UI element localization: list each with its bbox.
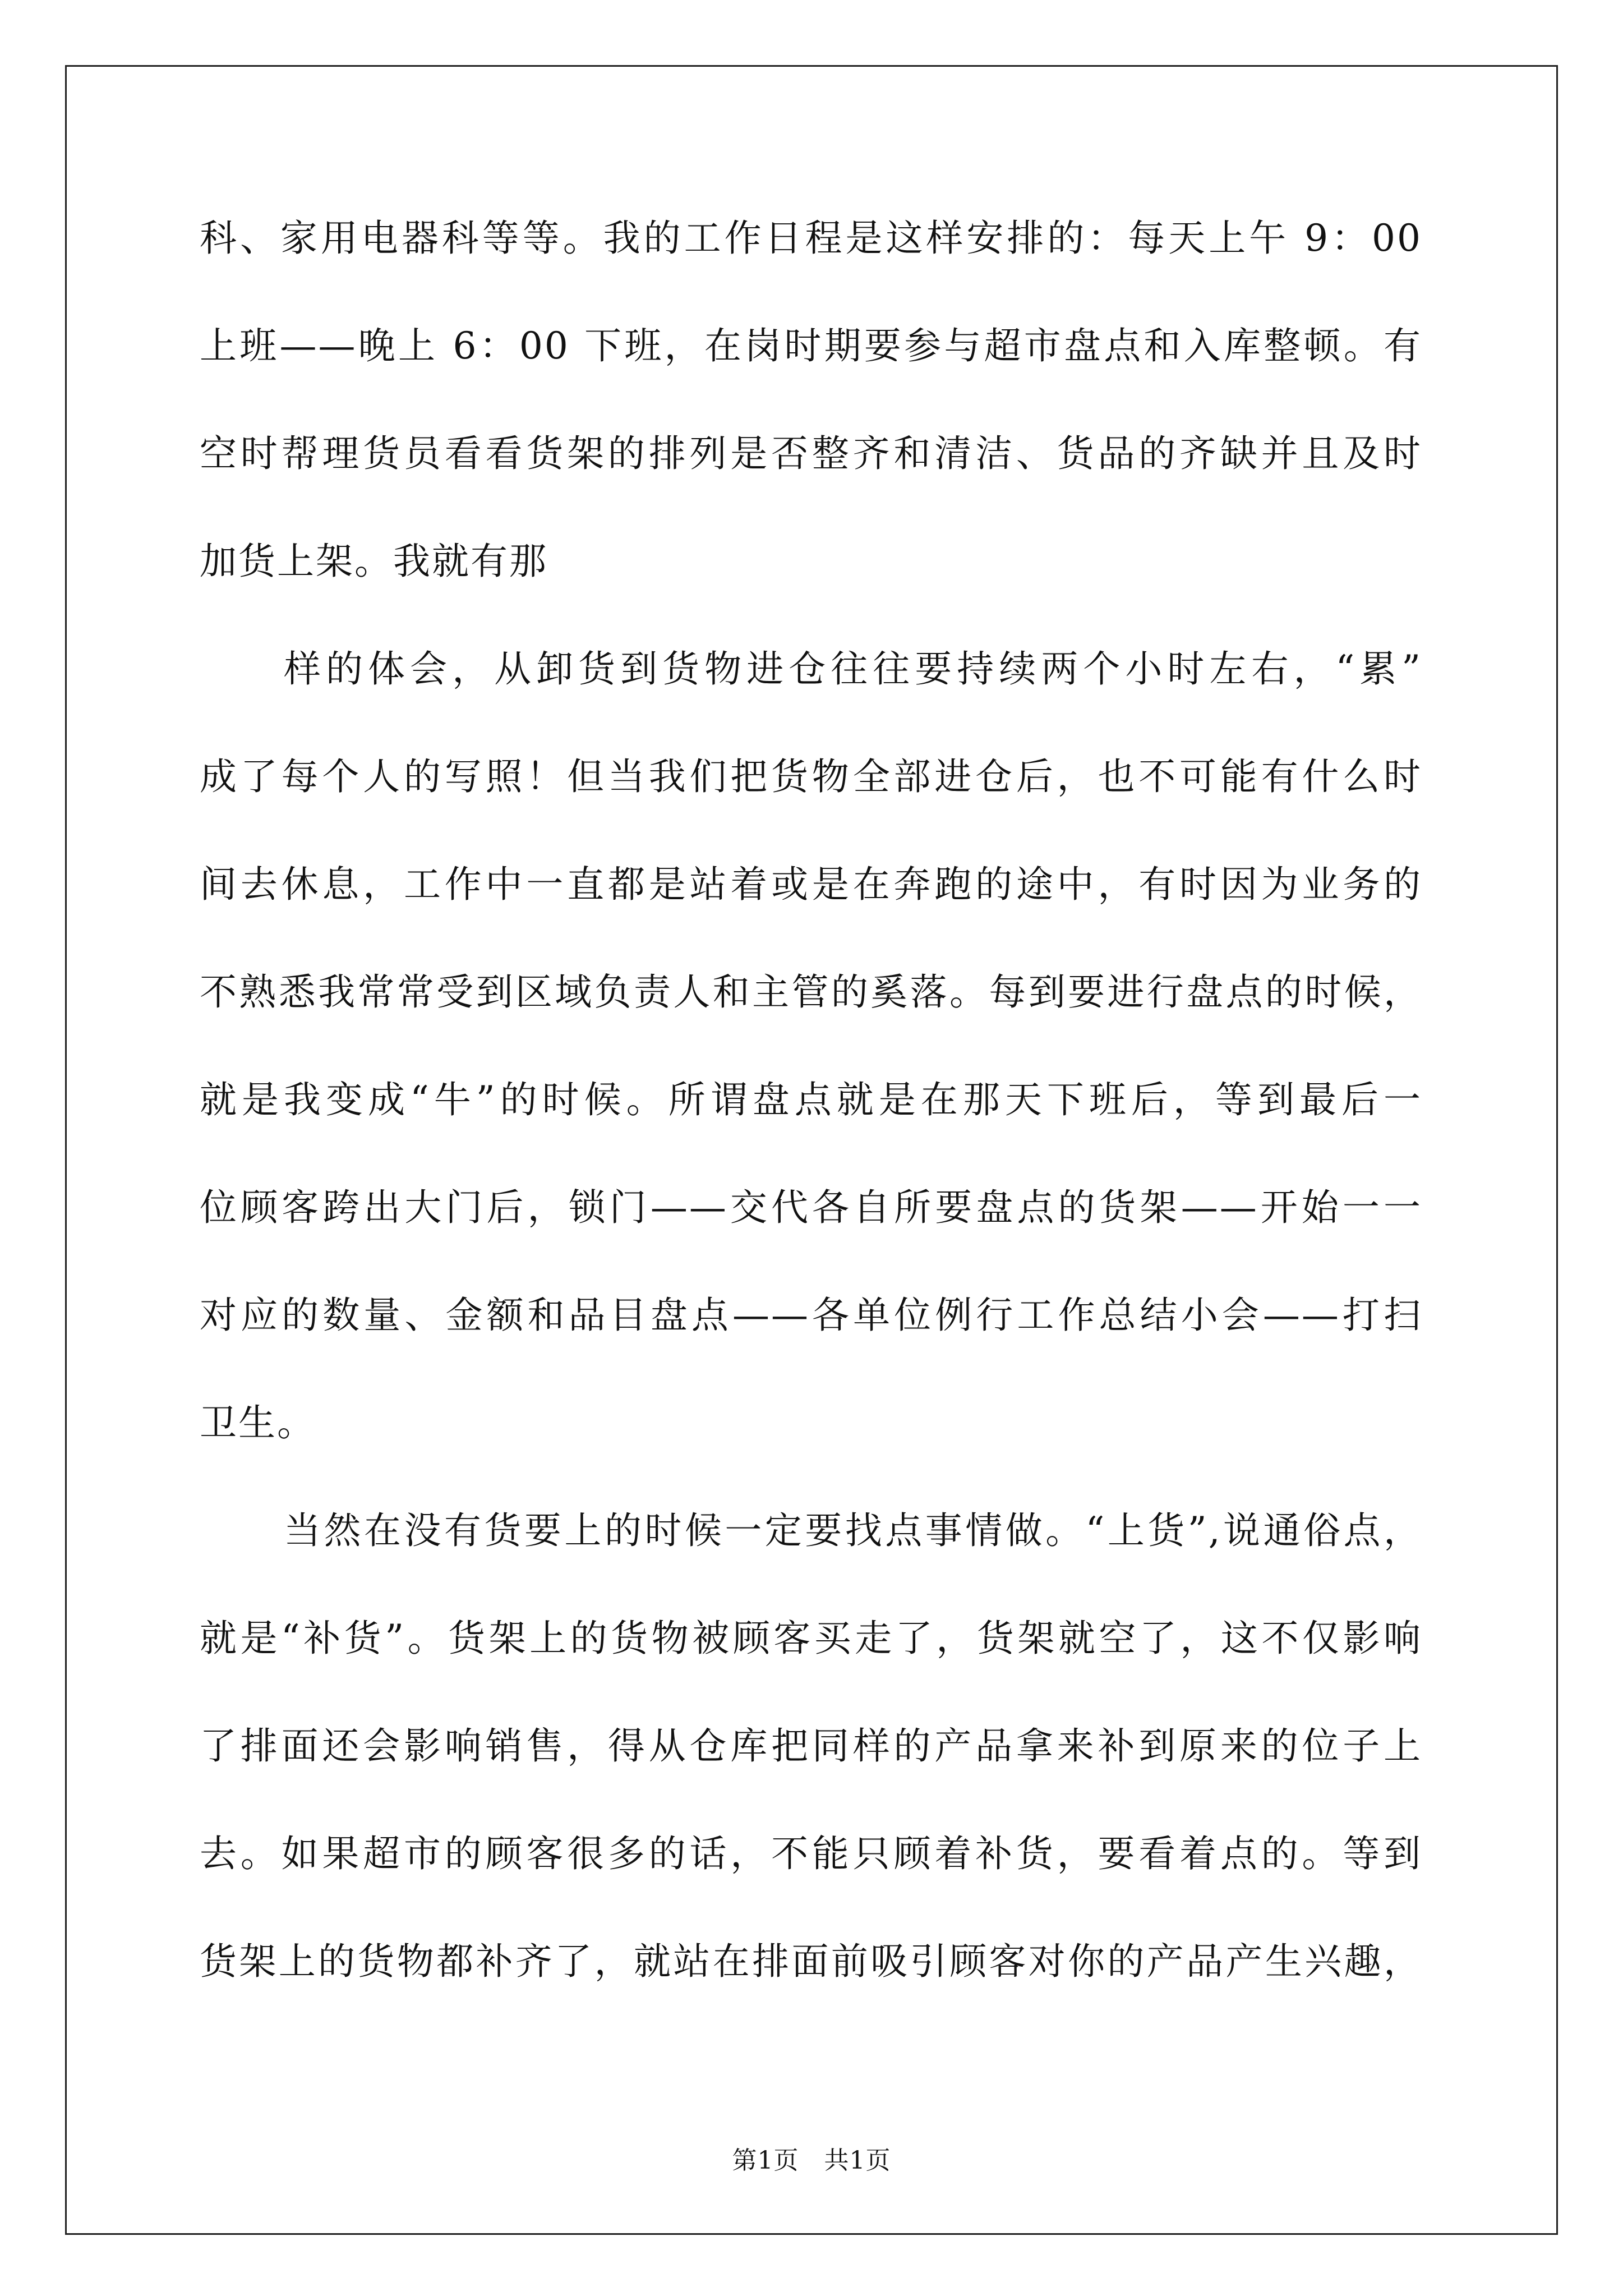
page-number-total: 共1页 — [824, 2146, 891, 2175]
text-line: 上班——晚上 6：00 下班，在岗时期要参与超市盘点和入库整顿。有 — [200, 324, 1422, 367]
footer-separator — [799, 2146, 824, 2175]
text-line: 货架上的货物都补齐了，就站在排面前吸引顾客对你的产品产生兴趣， — [200, 1940, 1422, 1983]
page-number-current: 第1页 — [732, 2146, 799, 2175]
text-line: 空时帮理货员看看货架的排列是否整齐和清洁、货品的齐缺并且及时 — [200, 432, 1422, 475]
text-line: 当然在没有货要上的时候一定要找点事情做。“上货”,说通俗点， — [284, 1509, 1422, 1552]
text-line: 对应的数量、金额和品目盘点——各单位例行工作总结小会——打扫 — [200, 1294, 1422, 1337]
document-body — [200, 213, 1422, 2044]
text-line: 位顾客跨出大门后，锁门——交代各自所要盘点的货架——开始一一 — [200, 1186, 1422, 1229]
text-line: 成了每个人的写照！但当我们把货物全部进仓后，也不可能有什么时 — [200, 755, 1422, 798]
text-line: 加货上架。我就有那 — [200, 540, 548, 583]
text-line: 样的体会，从卸货到货物进仓往往要持续两个小时左右，“累” — [284, 647, 1422, 691]
text-line: 不熟悉我常常受到区域负责人和主管的奚落。每到要进行盘点的时候， — [200, 970, 1422, 1014]
text-line: 间去休息，工作中一直都是站着或是在奔跑的途中，有时因为业务的 — [200, 863, 1422, 906]
text-line: 科、家用电器科等等。我的工作日程是这样安排的：每天上午 9：00 — [200, 217, 1422, 260]
text-line: 卫生。 — [200, 1401, 316, 1444]
text-line: 就是“补货”。货架上的货物被顾客买走了，货架就空了，这不仅影响 — [200, 1617, 1422, 1660]
text-line: 去。如果超市的顾客很多的话，不能只顾着补货，要看着点的。等到 — [200, 1832, 1422, 1875]
text-line: 了排面还会影响销售，得从仓库把同样的产品拿来补到原来的位子上 — [200, 1724, 1422, 1768]
text-line: 就是我变成“牛”的时候。所谓盘点就是在那天下班后，等到最后一 — [200, 1078, 1422, 1121]
page-footer — [0, 2140, 1623, 2176]
